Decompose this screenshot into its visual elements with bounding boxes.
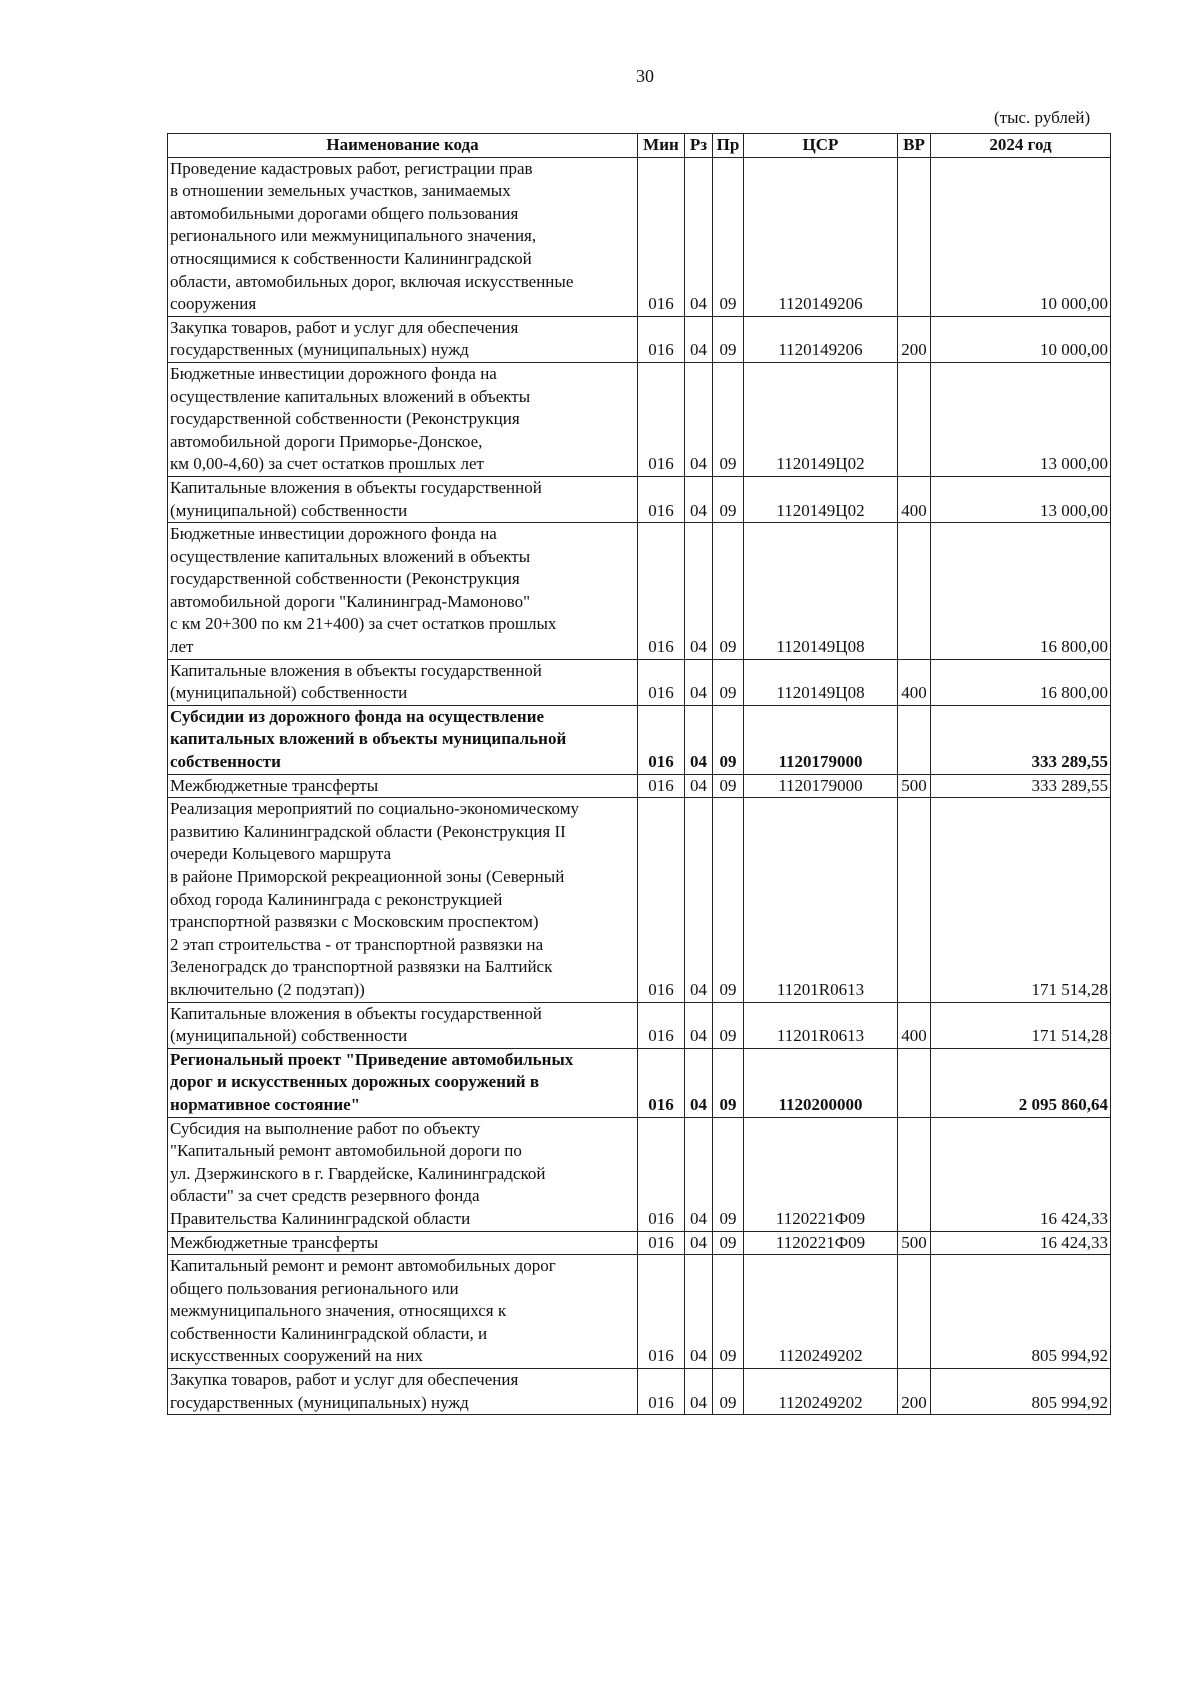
cell-vr: 400 bbox=[898, 659, 931, 705]
cell-amount: 171 514,28 bbox=[931, 1002, 1111, 1048]
cell-csr: 1120221Ф09 bbox=[744, 1231, 898, 1255]
cell-csr: 11201R0613 bbox=[744, 1002, 898, 1048]
cell-name: Капитальные вложения в объекты государственной (муниципальной) собственности bbox=[168, 659, 638, 705]
cell-vr: 400 bbox=[898, 476, 931, 522]
cell-pr: 09 bbox=[713, 1231, 744, 1255]
cell-min: 016 bbox=[638, 774, 685, 798]
cell-min: 016 bbox=[638, 1117, 685, 1231]
table-row bbox=[168, 798, 1111, 1002]
table-row bbox=[168, 705, 1111, 774]
cell-min: 016 bbox=[638, 705, 685, 774]
cell-vr bbox=[898, 523, 931, 660]
cell-min: 016 bbox=[638, 1048, 685, 1117]
table-row bbox=[168, 1231, 1111, 1255]
cell-rz: 04 bbox=[685, 774, 713, 798]
cell-csr: 1120149Ц08 bbox=[744, 659, 898, 705]
cell-amount: 10 000,00 bbox=[931, 157, 1111, 316]
cell-vr bbox=[898, 1048, 931, 1117]
cell-amount: 333 289,55 bbox=[931, 705, 1111, 774]
cell-pr: 09 bbox=[713, 659, 744, 705]
cell-amount: 16 800,00 bbox=[931, 523, 1111, 660]
cell-name: Межбюджетные трансферты bbox=[168, 1231, 638, 1255]
cell-amount: 171 514,28 bbox=[931, 798, 1111, 1002]
cell-name: Субсидии из дорожного фонда на осуществление капитальных вложений в объекты муниципальной собственности bbox=[168, 705, 638, 774]
cell-min: 016 bbox=[638, 1231, 685, 1255]
table-row bbox=[168, 1369, 1111, 1415]
cell-vr: 500 bbox=[898, 1231, 931, 1255]
table-row bbox=[168, 362, 1111, 476]
cell-amount: 10 000,00 bbox=[931, 316, 1111, 362]
cell-csr: 1120149Ц02 bbox=[744, 362, 898, 476]
table-row bbox=[168, 1255, 1111, 1369]
cell-min: 016 bbox=[638, 1369, 685, 1415]
cell-name: Бюджетные инвестиции дорожного фонда на осуществление капитальных вложений в объекты государственной собственности (Реконструкция автомобильной дороги "Калининград-Мамоново" с км 20+300 по км 21+400) за счет остатков прошлых лет bbox=[168, 523, 638, 660]
cell-vr: 400 bbox=[898, 1002, 931, 1048]
table-row bbox=[168, 476, 1111, 522]
cell-min: 016 bbox=[638, 1255, 685, 1369]
cell-rz: 04 bbox=[685, 476, 713, 522]
cell-vr: 500 bbox=[898, 774, 931, 798]
cell-rz: 04 bbox=[685, 362, 713, 476]
cell-name: Межбюджетные трансферты bbox=[168, 774, 638, 798]
cell-csr: 11201R0613 bbox=[744, 798, 898, 1002]
cell-pr: 09 bbox=[713, 1048, 744, 1117]
cell-pr: 09 bbox=[713, 476, 744, 522]
cell-vr bbox=[898, 362, 931, 476]
cell-pr: 09 bbox=[713, 523, 744, 660]
header-name: Наименование кода bbox=[168, 134, 638, 158]
cell-rz: 04 bbox=[685, 1002, 713, 1048]
cell-csr: 1120249202 bbox=[744, 1255, 898, 1369]
cell-csr: 1120200000 bbox=[744, 1048, 898, 1117]
cell-csr: 1120149Ц08 bbox=[744, 523, 898, 660]
cell-pr: 09 bbox=[713, 798, 744, 1002]
header-pr: Пр bbox=[713, 134, 744, 158]
table-row bbox=[168, 316, 1111, 362]
cell-name: Капитальный ремонт и ремонт автомобильных дорог общего пользования регионального или межмуниципального значения, относящихся к собственности Калининградской области, и искусственных сооружений на них bbox=[168, 1255, 638, 1369]
cell-rz: 04 bbox=[685, 798, 713, 1002]
cell-csr: 1120179000 bbox=[744, 705, 898, 774]
cell-amount: 805 994,92 bbox=[931, 1369, 1111, 1415]
cell-amount: 16 800,00 bbox=[931, 659, 1111, 705]
cell-name: Бюджетные инвестиции дорожного фонда на осуществление капитальных вложений в объекты государственной собственности (Реконструкция автомобильной дороги Приморье-Донское, км 0,00-4,60) за счет остатков прошлых лет bbox=[168, 362, 638, 476]
cell-vr bbox=[898, 157, 931, 316]
cell-amount: 2 095 860,64 bbox=[931, 1048, 1111, 1117]
cell-pr: 09 bbox=[713, 157, 744, 316]
cell-csr: 1120179000 bbox=[744, 774, 898, 798]
cell-rz: 04 bbox=[685, 1369, 713, 1415]
cell-pr: 09 bbox=[713, 705, 744, 774]
cell-name: Закупка товаров, работ и услуг для обеспечения государственных (муниципальных) нужд bbox=[168, 1369, 638, 1415]
table-row bbox=[168, 1002, 1111, 1048]
cell-name: Капитальные вложения в объекты государственной (муниципальной) собственности bbox=[168, 476, 638, 522]
cell-name: Субсидия на выполнение работ по объекту "Капитальный ремонт автомобильной дороги по ул. Дзержинского в г. Гвардейске, Калининградской области" за счет средств резервного фонда Правительства Калининградской области bbox=[168, 1117, 638, 1231]
cell-amount: 16 424,33 bbox=[931, 1231, 1111, 1255]
cell-min: 016 bbox=[638, 362, 685, 476]
cell-name: Закупка товаров, работ и услуг для обеспечения государственных (муниципальных) нужд bbox=[168, 316, 638, 362]
cell-amount: 13 000,00 bbox=[931, 476, 1111, 522]
units-label: (тыс. рублей) bbox=[994, 108, 1091, 127]
cell-rz: 04 bbox=[685, 1231, 713, 1255]
table-row bbox=[168, 1048, 1111, 1117]
cell-vr bbox=[898, 705, 931, 774]
cell-min: 016 bbox=[638, 476, 685, 522]
budget-table bbox=[167, 133, 1111, 1415]
header-rz: Рз bbox=[685, 134, 713, 158]
cell-vr bbox=[898, 798, 931, 1002]
cell-amount: 13 000,00 bbox=[931, 362, 1111, 476]
cell-pr: 09 bbox=[713, 316, 744, 362]
table-row bbox=[168, 659, 1111, 705]
cell-vr: 200 bbox=[898, 316, 931, 362]
cell-min: 016 bbox=[638, 157, 685, 316]
cell-rz: 04 bbox=[685, 659, 713, 705]
cell-min: 016 bbox=[638, 523, 685, 660]
cell-csr: 1120149Ц02 bbox=[744, 476, 898, 522]
cell-name: Капитальные вложения в объекты государственной (муниципальной) собственности bbox=[168, 1002, 638, 1048]
table-row bbox=[168, 523, 1111, 660]
cell-min: 016 bbox=[638, 798, 685, 1002]
cell-name: Проведение кадастровых работ, регистрации прав в отношении земельных участков, занимаемых автомобильными дорогами общего пользования регионального или межмуниципального значения, относящимися к собственности Калининградской области, автомобильных дорог, включая искусственные сооружения bbox=[168, 157, 638, 316]
header-min: Мин bbox=[638, 134, 685, 158]
table-row bbox=[168, 1117, 1111, 1231]
cell-min: 016 bbox=[638, 316, 685, 362]
cell-rz: 04 bbox=[685, 1117, 713, 1231]
table-row bbox=[168, 157, 1111, 316]
cell-amount: 16 424,33 bbox=[931, 1117, 1111, 1231]
table-row bbox=[168, 774, 1111, 798]
cell-min: 016 bbox=[638, 1002, 685, 1048]
cell-name: Реализация мероприятий по социально-экономическому развитию Калининградской области (Реконструкция II очереди Кольцевого маршрута в районе Приморской рекреационной зоны (Северный обход города Калининграда с реконструкцией транспортной развязки с Московским проспектом) 2 этап строительства - от транспортной развязки на Зеленоградск до транспортной развязки на Балтийск включительно (2 подэтап)) bbox=[168, 798, 638, 1002]
cell-rz: 04 bbox=[685, 705, 713, 774]
cell-csr: 1120221Ф09 bbox=[744, 1117, 898, 1231]
header-vr: ВР bbox=[898, 134, 931, 158]
cell-rz: 04 bbox=[685, 523, 713, 660]
table-header-row bbox=[168, 134, 1111, 158]
cell-rz: 04 bbox=[685, 157, 713, 316]
header-csr: ЦСР bbox=[744, 134, 898, 158]
cell-csr: 1120249202 bbox=[744, 1369, 898, 1415]
header-2024: 2024 год bbox=[931, 134, 1111, 158]
cell-rz: 04 bbox=[685, 1048, 713, 1117]
cell-vr bbox=[898, 1117, 931, 1231]
cell-pr: 09 bbox=[713, 774, 744, 798]
cell-csr: 1120149206 bbox=[744, 157, 898, 316]
cell-pr: 09 bbox=[713, 1002, 744, 1048]
cell-name: Региональный проект "Приведение автомобильных дорог и искусственных дорожных сооружений в нормативное состояние" bbox=[168, 1048, 638, 1117]
cell-pr: 09 bbox=[713, 1117, 744, 1231]
cell-amount: 333 289,55 bbox=[931, 774, 1111, 798]
cell-pr: 09 bbox=[713, 1255, 744, 1369]
cell-amount: 805 994,92 bbox=[931, 1255, 1111, 1369]
cell-pr: 09 bbox=[713, 1369, 744, 1415]
cell-vr bbox=[898, 1255, 931, 1369]
cell-pr: 09 bbox=[713, 362, 744, 476]
cell-rz: 04 bbox=[685, 1255, 713, 1369]
cell-min: 016 bbox=[638, 659, 685, 705]
page-number: 30 bbox=[636, 66, 654, 86]
cell-vr: 200 bbox=[898, 1369, 931, 1415]
cell-rz: 04 bbox=[685, 316, 713, 362]
cell-csr: 1120149206 bbox=[744, 316, 898, 362]
